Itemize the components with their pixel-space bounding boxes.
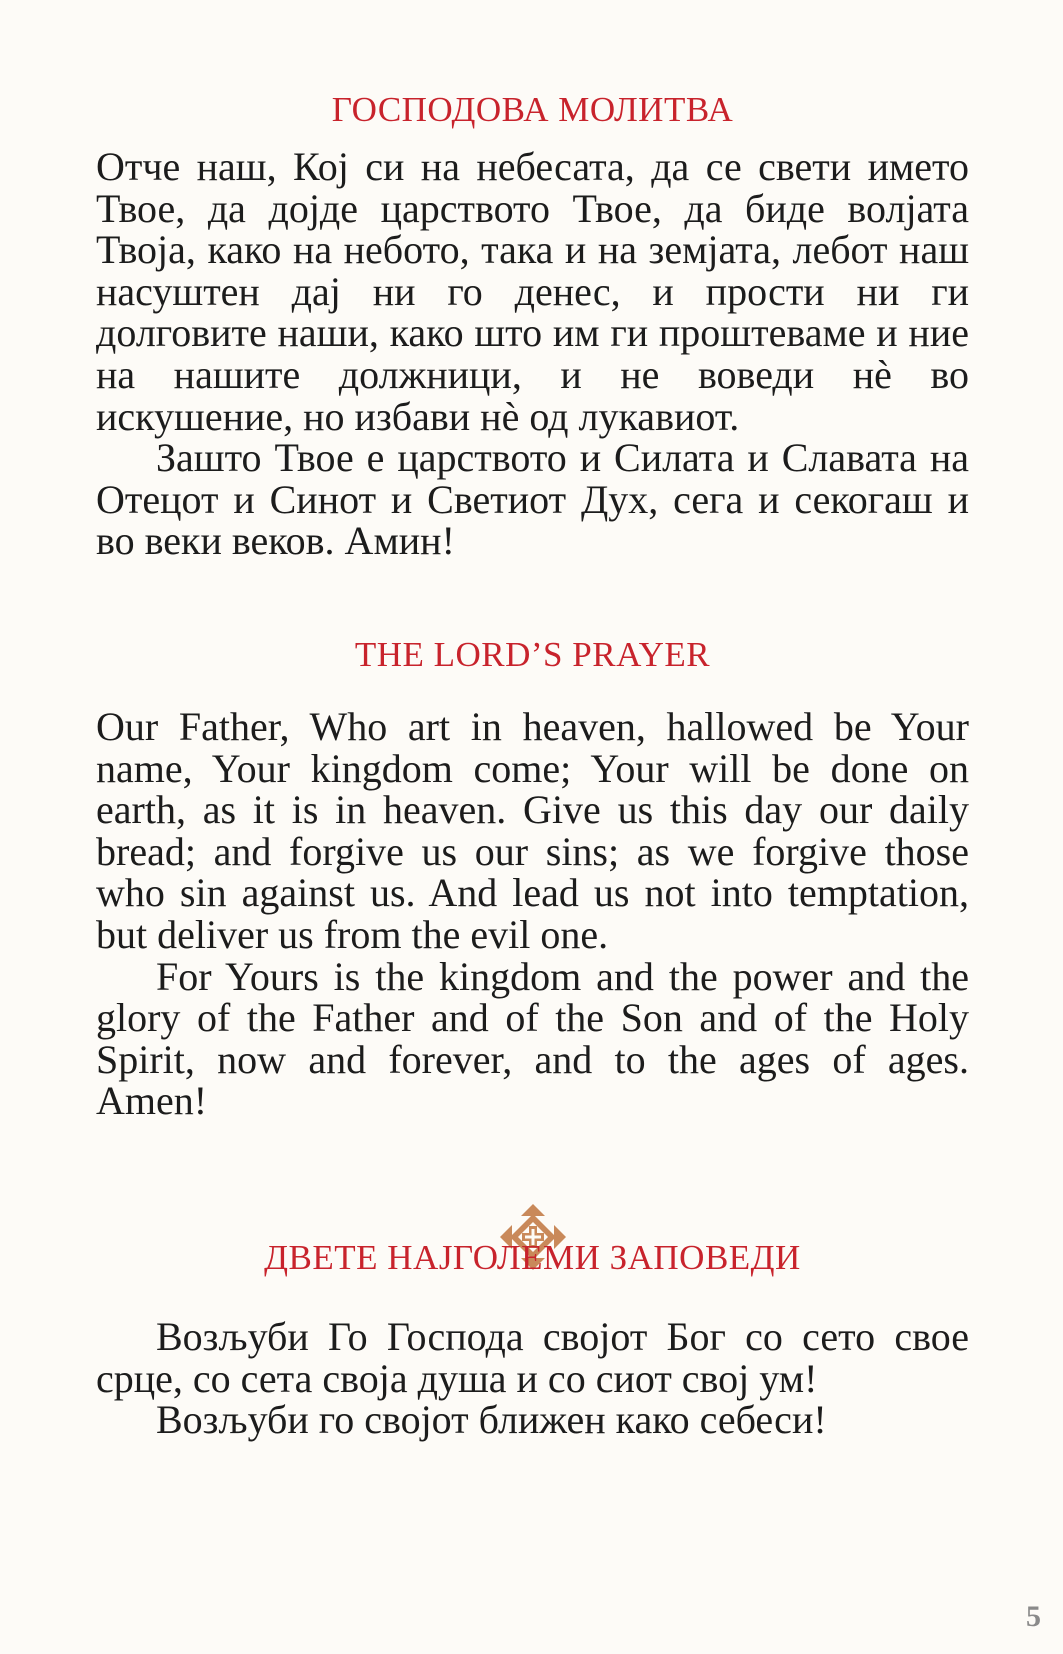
- paragraph: Зашто Твое е царството и Силата и Славата на Отецот и Синот и Светиот Дух, сега и секогаш и во веки веков. Амин!: [96, 435, 969, 564]
- paragraph: For Yours is the kingdom and the power and the glory of the Father and of the Son and of the Holy Spirit, now and forever, and to the ages of ages. Amen!: [96, 953, 969, 1124]
- paragraph: Возљуби го својот ближен како себеси!: [156, 1397, 827, 1443]
- heading-two-greatest-commandments: ДВЕТЕ НАЈГОЛЕМИ ЗАПОВЕДИ: [264, 1238, 801, 1277]
- prayer-text-english: [96, 706, 969, 1122]
- heading-lords-prayer-english: THE LORD’S PRAYER: [354, 635, 711, 674]
- prayer-text-macedonian: [96, 146, 969, 562]
- page-number: 5: [1026, 1600, 1041, 1633]
- heading-lords-prayer-macedonian: ГОСПОДОВА МОЛИТВА: [331, 90, 734, 129]
- paragraph: Our Father, Who art in heaven, hallowed be Your name, Your kingdom come; Your will be done on earth, as it is in heaven. Give us this day our daily bread; and forgive us our sins; as we forgive those who sin against us. And lead us not into temptation, but deliver us from the evil one.: [96, 704, 969, 957]
- commandments-text: [96, 1316, 969, 1441]
- paragraph: Отче наш, Кој си на небесата, да се свети името Твое, да дојде царството Твое, да биде волјата Твоја, како на небото, така и на земјата, лебот наш насуштен дај ни го денес, и прости ни ги долговите наши, како што им ги проштеваме и ние на нашите должници, и не воведи нè во искушение, но избави нè од лукавиот.: [96, 144, 969, 439]
- paragraph: Возљуби Го Господа својот Бог со сето свое срце, со сета своја душа и со сиот свој ум!: [96, 1314, 969, 1401]
